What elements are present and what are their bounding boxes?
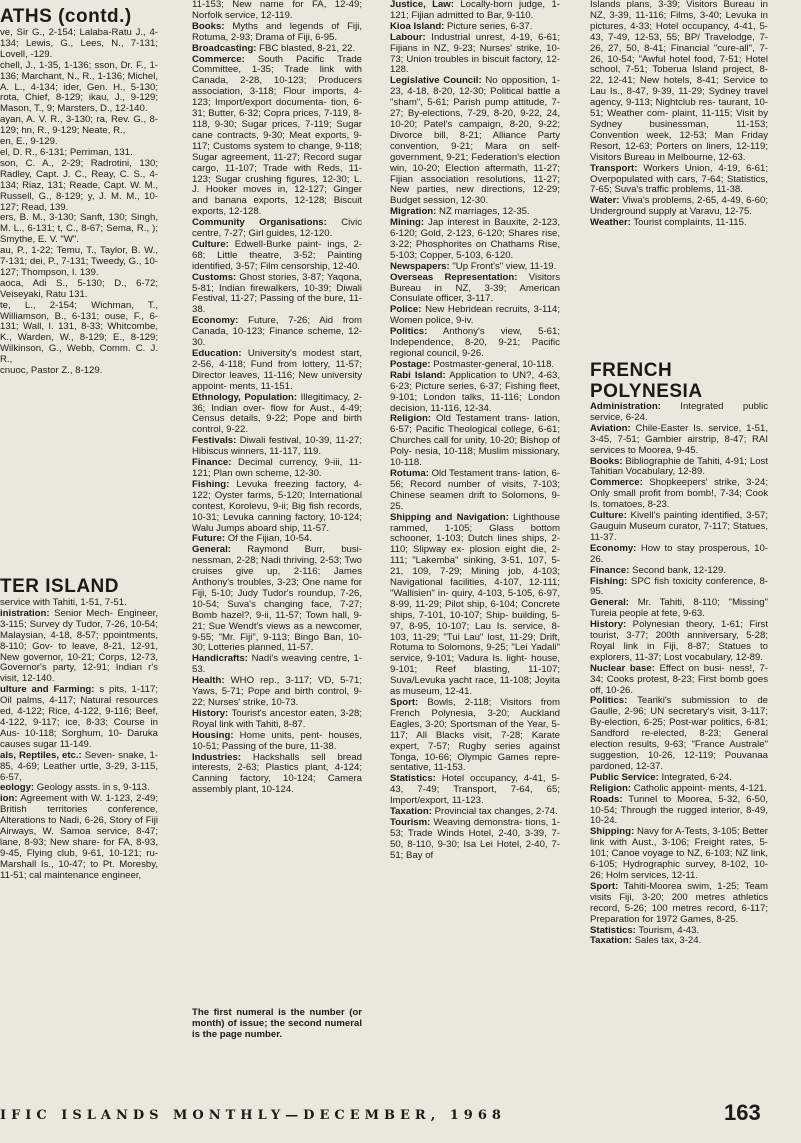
index-entry: Industries: Hackshalls sell bread interests, 2-63; Plastics plant, 4-124; Canning factory, 10-124; Camera assembly plant, 10-124. (192, 751, 362, 796)
index-entry: Weather: Tourist complaints, 11-115. (590, 217, 747, 229)
index-entry: als, Reptiles, etc.: Seven- snake, 1-85, 4-69; Leather urtle, 3-29, 3-115, 6-57, (0, 749, 158, 783)
index-entry: Migration: NZ marriages, 12-35. (390, 206, 530, 218)
index-entry: Kioa Island: Picture series, 6-37. (390, 20, 533, 32)
index-entry: Broadcasting: FBC blasted, 8-21, 22. (192, 42, 356, 54)
index-entry: son, C. A., 2-29; Radrotini, 130; Radley, Capt. J. C., Reay, C. S., 4-134; Riaz, 131; Reade, Capt. W. M., Russell, G., 8-129; y, J. M. M., 10-127; Read, 139. (0, 157, 158, 213)
index-entry: General: Raymond Burr, busi- nessman, 2-28; Nadi thriving, 2-53; Two cruises give up, 2-116; James Anthony's troubles, 3-23; One name for Fiji, 5-10; Judy Tudor's roundup, 7-26, 10-54; Suva's changing face, 7-27; Bomb hazel?, 9-ii, 11-57; Town hall, 9-21; Sue Wendt's views as a newcomer, 9-55; "Mr. Fiji", 9-113; Bingo Ban, 10-30; Lotteries planned, 11-57. (192, 544, 362, 654)
index-entry: inistration: Senior Mech- Engineer, 3-115; Survey dy Tudor, 7-26, 10-54; Malaysian, 4-18, 8-57; ppointments, 8-110; Gov- to leave, 8-21, 12-91, New governor, 10-21; Corps, 12-73, Governor's party, 12-91; Indian r's visit, 12-140. (0, 607, 158, 685)
index-entry: Shipping and Navigation: Lighthouse rammed, 1-105; Glass bottom schooner, 1-103; Dutch lines ships, 2-110; Slipway ex- plosion eight die, 2-111; "Lakemba" sinking, 3-51, 107, 5-21, 109, 7-29; Mining job, 4-103; Navigational facilities, 4-107, 12-111; "Wallisien" in- quiry, 4-103, 5-105, 6-97, 8-99, 11-29; Pilot ship, 6-104; Concrete ships, 7-101, 10-107; Ship- building, 5-97, 8-95, 10-107; Lau Is. service, 8-103, 11-29; "Tui Lau" lost, 11-29; Drift, Rotuma to Solomons, 9-25; "Lei Yadali" service, 9-101; Vadura Is. light- house, 9-101; Reef blasting, 11-107; Suva/Levuka yacht race, 11-108; Joyita as museum, 12-41. (390, 511, 560, 698)
index-entry: Statistics: Tourism, 4-43. (590, 924, 700, 936)
french-title-line-1: FRENCH (590, 360, 673, 381)
column-4-top-entries (590, 0, 768, 352)
index-entry: Commerce: South Pacific Trade Committee, 1-35; Trade link with Canada, 2-28, 10-123; Producers association, 3-118; Flour imports, 4-123; Import/export documenta- tion, 6-31; Butter, 6-32; Copra prices, 7-119, 8-118, 9-30; Sugar prices, 7-119; Sugar cane contracts, 9-30; Meat exports, 9-117; Customs system to change, 9-118; Sugar agreement, 11-27; Record sugar cargo, 11-107; Trade with Reds, 11-123; Sugar crushing figures, 12-30; L. J. Hooker moves in, 12-127; Ginger and banana exports, 12-128; Biscuit exports, 12-128. (192, 53, 362, 218)
index-entry: Economy: How to stay prosperous, 10-26. (590, 542, 768, 565)
index-entry: en, E., 9-129. (0, 136, 58, 148)
index-entry: History: Polynesian theory, 1-61; First tourist, 3-77; 200th anniversary, 5-28; Royal link in Fiji, 8-87; Statues to explorers, 11-37; Lost vocabulary, 12-89. (590, 619, 768, 663)
index-entry: chell, J., 1-35, 1-136; sson, Dr. F., 1-136; Marchant, N., R., 1-136; Michel, A. L., 4-134; ider, Gen. H., 5-130; rota, Chief, 8-129; ikau, J., 9-129; Mason, T., 9; Marsters, D., 12-140. (0, 59, 158, 115)
numbering-note: The first numeral is the number (or month) of issue; the second numeral is the page number. (192, 1007, 362, 1040)
index-entry: Ethnology, Population: Illegitimacy, 2-36; Indian over- flow for Aust., 4-49; Census details, 9-22; Pope and birth control, 9-22. (192, 391, 362, 436)
index-entry: Customs: Ghost stories, 3-87; Yaqona, 5-81; Indian firewalkers, 10-39; Diwali Festival, 11-27; Passing of the bure, 11-38. (192, 271, 362, 316)
index-entry: cnuoc, Pastor Z., 8-129. (0, 365, 103, 377)
french-title-line-2: POLYNESIA (590, 381, 703, 402)
index-entry: ion: Agreement with W. 1-123, 2-49; British territories conference, Alterations to Nadi, 6-26, Story of Fiji Airways, W. Samoa service, 8-47; lane, 8-93; New share- for FA, 8-93, 9-45, Flying club, 9-61, 10-121; ru-Marshall Is., 10-47; to Pt. Moresby, 11-51; cal maintenance engineer, (0, 793, 158, 881)
index-entry: Tourism: Weaving demonstra- tions, 1-53; Trade Winds Hotel, 2-40, 3-39, 7-50, 8-110, 9-30; Isa Lei Hotel, 2-40, 7-51; Bay of (390, 816, 560, 861)
page-footer (0, 1100, 801, 1130)
index-entry: Newspapers: "Up Front's" view, 11-19. (390, 260, 557, 272)
index-entry: Handicrafts: Nadi's weaving centre, 1-53. (192, 653, 362, 676)
index-entry: Rabi Island: Application to UN?, 4-63, 6-23; Picture series, 6-37; Fishing fleet, 9-101; London talks, 11-116; London decision, 11-116, 12-34. (390, 369, 560, 414)
index-entry: service with Tahiti, 1-51, 7-51. (0, 598, 127, 608)
index-entry: Water: Viwa's problems, 2-65, 4-49, 6-60; Underground supply at Varavu, 12-75. (590, 195, 768, 218)
index-entry: el, D. R., 6-131; Perriman, 131. (0, 146, 133, 158)
index-entry: Shipping: Navy for A-Tests, 3-105; Better link with Aust., 3-106; Freight rates, 5-101; Canoe voyage to NZ, 6-103; NZ link, 6-105; Hydrographic survey, 8-102, 10-26; Holm services, 12-11. (590, 826, 768, 881)
index-entry: aoca, Adi S., 5-130; D., 6-72; Veiseyaki, Ratu 131. (0, 277, 158, 300)
index-entry: Mining: Jap interest in Bauxite, 2-123, 6-120; Gold, 2-123, 6-120; Shares rise, 3-22; Phosphorites on Chathams Rise, 5-103; Copper, 5-103, 6-120. (390, 217, 560, 261)
column-1-easter-entries (0, 598, 158, 1078)
index-entry: Commerce: Shopkeepers' strike, 3-24; Only small profit from bomb!, 7-34; Cook Is. tomatoes, 8-23. (590, 477, 768, 511)
index-entry: Future: Of the Fijian, 10-54. (192, 533, 312, 545)
index-entry: au, P., 1-22; Temu, T., Taylor, B. W., 7-131; dei, P., 7-131; Tweedy, G., 10-127; Thompson, I. 139. (0, 245, 158, 278)
index-entry: Culture: Kivell's painting identified, 3-57; Gauguin Museum curator, 7-117; Statues, 11-37. (590, 510, 768, 543)
section-title-french-polynesia (590, 360, 770, 402)
index-entry: Police: New Hebridean recruits, 3-114; Women police, 9-iv. (390, 304, 560, 327)
column-1-top-entries (0, 28, 158, 568)
index-entry: Education: University's modest start, 2-56, 4-118; Fund from lottery, 11-57; Director leaves, 11-116; New university appoint- ments, 11-151. (192, 348, 362, 392)
index-entry: Administration: Integrated public service, 6-24. (590, 402, 768, 423)
index-entry: Labour: Industrial unrest, 4-19, 6-61; Fijians in NZ, 9-23; Nurses' strike, 10-73; Union troubles in biscuit factory, 12-128. (390, 31, 560, 76)
index-entry: Taxation: Sales tax, 3-24. (590, 935, 702, 947)
index-entry: Religion: Old Testament trans- lation, 6-57; Pacific Theological college, 6-61; Churches call for unity, 10-20; Bishop of Poly- nesia, 10-118; Muslim missionary, 10-118. (390, 413, 560, 469)
index-entry: Overseas Representation: Visitors Bureau in NZ, 3-39; American Consulate officer, 3-117. (390, 271, 560, 305)
index-entry: eology: Geology assts. in s, 9-113. (0, 782, 150, 794)
index-entry: Community Organisations: Civic centre, 7-27; Girl guides, 12-120. (192, 217, 362, 240)
index-entry: Finance: Second bank, 12-129. (590, 564, 726, 576)
index-entry: Justice, Law: Locally-born judge, 1-121; Fijian admitted to Bar, 9-110. (390, 0, 560, 21)
index-entry: Aviation: Chile-Easter Is. service, 1-51, 3-45, 7-51; Gambier airstrip, 8-47; RAI services to Moorea, 9-45. (590, 422, 768, 456)
index-entry: Rotuma: Old Testament trans- lation, 6-56; Record number of visits, 7-103; Chinese seamen drift to Solomons, 9-25. (390, 467, 560, 512)
index-entry: General: Mr. Tahiti, 8-110; "Missing" Tureia people at fete, 9-63. (590, 597, 768, 620)
index-entry: Finance: Decimal currency, 9-iii, 11-121; Plan own scheme, 12-30. (192, 457, 362, 479)
index-entry: Health: WHO rep., 3-117; VD, 5-71; Yaws, 5-71; Pope and birth control, 9-22; Nurses' strike, 10-73. (192, 675, 362, 708)
index-entry: ayan, A. V. R., 3-130; ra, Rev. G., 8-129; hn, R., 9-129; Neate, R., (0, 114, 158, 137)
index-entry: Sport: Tahiti-Moorea swim, 1-25; Team visits Fiji, 3-20; 200 metres athletics record, 5-26; 100 metres record, 6-117; Preparation for 1972 Games, 8-25. (590, 880, 768, 925)
index-entry: Sport: Bowls, 2-118; Visitors from French Polynesia, 3-20; Auckland Eagles, 3-20; Sportsman of the Year, 5-117; All Blacks visit, 7-28; Karate expert, 7-57; Rugby series against Tonga, 10-66; Olympic Games repre- sentative, 11-153. (390, 697, 560, 774)
index-entry: Roads: Tunnel to Moorea, 5-32, 6-50, 10-54; Through the rugged interior, 8-49, 10-24. (590, 793, 768, 827)
column-3-entries (390, 0, 560, 1090)
index-entry: Economy: Future, 7-26; Aid from Canada, 10-123; Finance scheme, 12-30. (192, 315, 362, 349)
index-entry: Politics: Teariki's submission to de Gaulle, 2-96; UN secretary's visit, 3-117; By-election, 6-25; Post-war politics, 6-81; Sandford re-elected, 8-23; General election results, 9-63; "France Australe" suggestion, 10-26, 12-119; Pouvanaa pardoned, 12-37. (590, 695, 768, 772)
index-entry: Taxation: Provincial tax changes, 2-74. (390, 806, 558, 818)
index-entry: Religion: Catholic appoint- ments, 4-121. (590, 782, 768, 794)
index-entry: Postage: Postmaster-general, 10-118. (390, 358, 555, 370)
section-title-athens: ATHS (contd.) (0, 6, 132, 27)
index-entry: Books: Myths and legends of Fiji, Rotuma, 2-93; Drama of Fiji, 6-95. (192, 20, 362, 43)
index-entry: 11-153; New name for FA, 12-49; Norfolk service, 12-119. (192, 0, 362, 21)
page-number: 163 (724, 1100, 761, 1125)
index-entry: ve, Sir G., 2-154; Lalaba-Ratu J., 4-134; Lewis, G., Lees, N., 7-131; Lovell, -129. (0, 28, 158, 60)
index-entry: Fishing: Levuka freezing factory, 4-122; Oyster farms, 5-120; International contest, Korolevu, 9-ii; Big fish records, 10-31; Levuka canning factory, 10-124; Walu Jumps aboard ship, 11-57. (192, 478, 362, 534)
index-entry: Politics: Anthony's view, 5-61; Independence, 8-20, 9-21; Pacific regional council, 9-26. (390, 326, 560, 359)
index-entry: Festivals: Diwali festival, 10-39, 11-27; Hibiscus winners, 11-117, 119. (192, 435, 362, 458)
index-entry: ulture and Farming: s pits, 1-117; Oil palms, 4-117; Natural resources ed, 4-122; Rice, 4-122, 9-116; Beef, 4-122, 9-117; ice, 8-33; Course in Aus- 10-118; Sorghum, 10- Daruka causes sugar 11-149. (0, 684, 158, 750)
column-4-french-polynesia-entries (590, 402, 768, 1082)
index-entry: Transport: Workers Union, 4-19, 6-61; Overpopulated with cars, 7-64; Statistics, 7-65; Suva's traffic problems, 11-38. (590, 162, 768, 196)
index-entry: History: Tourist's ancestor eaten, 3-28; Royal link with Tahiti, 8-87. (192, 707, 362, 730)
index-entry: Fishing: SPC fish toxicity conference, 8-95. (590, 575, 768, 598)
running-head: IFIC ISLANDS MONTHLY—DECEMBER, 1968 (0, 1108, 506, 1123)
index-entry: Nuclear base: Effect on busi- ness!, 7-34; Cooks protest, 8-23; First bomb goes off, 10-26. (590, 662, 768, 696)
index-entry: Culture: Edwell-Burke paint- ings, 2-68; Little theatre, 3-52; Painting identified, 3-57; Film censorship, 12-40. (192, 238, 362, 272)
index-entry: Housing: Home units, pent- houses, 10-51; Passing of the bure, 11-38. (192, 729, 362, 752)
section-title-easter-island: TER ISLAND (0, 576, 119, 597)
index-entry: Islands plans, 3-39; Visitors Bureau in NZ, 3-39, 11-116; Films, 3-40; Levuka in pictures, 4-33; Hotel occupancy, 4-41, 5-43, 7-49, 12-53, 55; BP/ Travelodge, 7-26, 27, 50, 8-41; Financial "cure-all", 7-26, 10-54; "Awful hotel food, 7-51; Hotel school, 7-51; Toberua Island project, 8-22, 12-41; New hotels, 8-41; Service to Lau Is., 8-47, 9-39, 11-29; Sydney travel agency, 9-113; Nightclub res- taurant, 10-51; Weather com- plaint, 11-115; Visit by Sydney businessman, 11-153; Convention week, 12-53; Man Friday Resort, 12-63; Porters on liners, 12-119; Visitors Bureau in Melbourne, 12-63. (590, 0, 768, 163)
index-entry: Public Service: Integrated, 6-24. (590, 771, 732, 783)
index-entry: ers, B. M., 3-130; Sanft, 130; Singh, M. L., 6-131; t, C., 8-67; Sema, R., ); Smythe, E. V. "W". (0, 212, 158, 246)
index-entry: Books: Bibliographie de Tahiti, 4-91; Lost Tahitian Vocabulary, 12-89. (590, 455, 768, 478)
index-entry: Legislative Council: No opposition, 1-23, 4-18, 8-20, 12-30; Political battle a "sham", 5-61; Parish pump attitude, 7-27; By-elections, 7-29, 8-20, 9-22, 24, 10-20; Patel's campaign, 8-20, 9-22; Divorce bill, 8-21; Alliance Party convention, 9-21; Mara on self-government, 9-21; Federation's election win, 10-20; Election aftermath, 11-27; Fijian association resolutions, 11-27; New parties, new directions, 12-29; Budget session, 12-30. (390, 75, 560, 207)
column-2-entries (192, 0, 362, 1000)
index-entry: Statistics: Hotel occupancy, 4-41, 5-43, 7-49; Transport, 7-64, 65; Import/export, 11-123. (390, 773, 560, 807)
index-entry: te, L., 2-154; Wichman, T., Williamson, B., 6-131; ouse, F., 6-131; Wall, I. 131, 8-33; Whitcombe, K., Warden, W., 8-129; E., 8-129; Wilkinson, G., Webb, Comm. C. J. R., (0, 299, 158, 366)
